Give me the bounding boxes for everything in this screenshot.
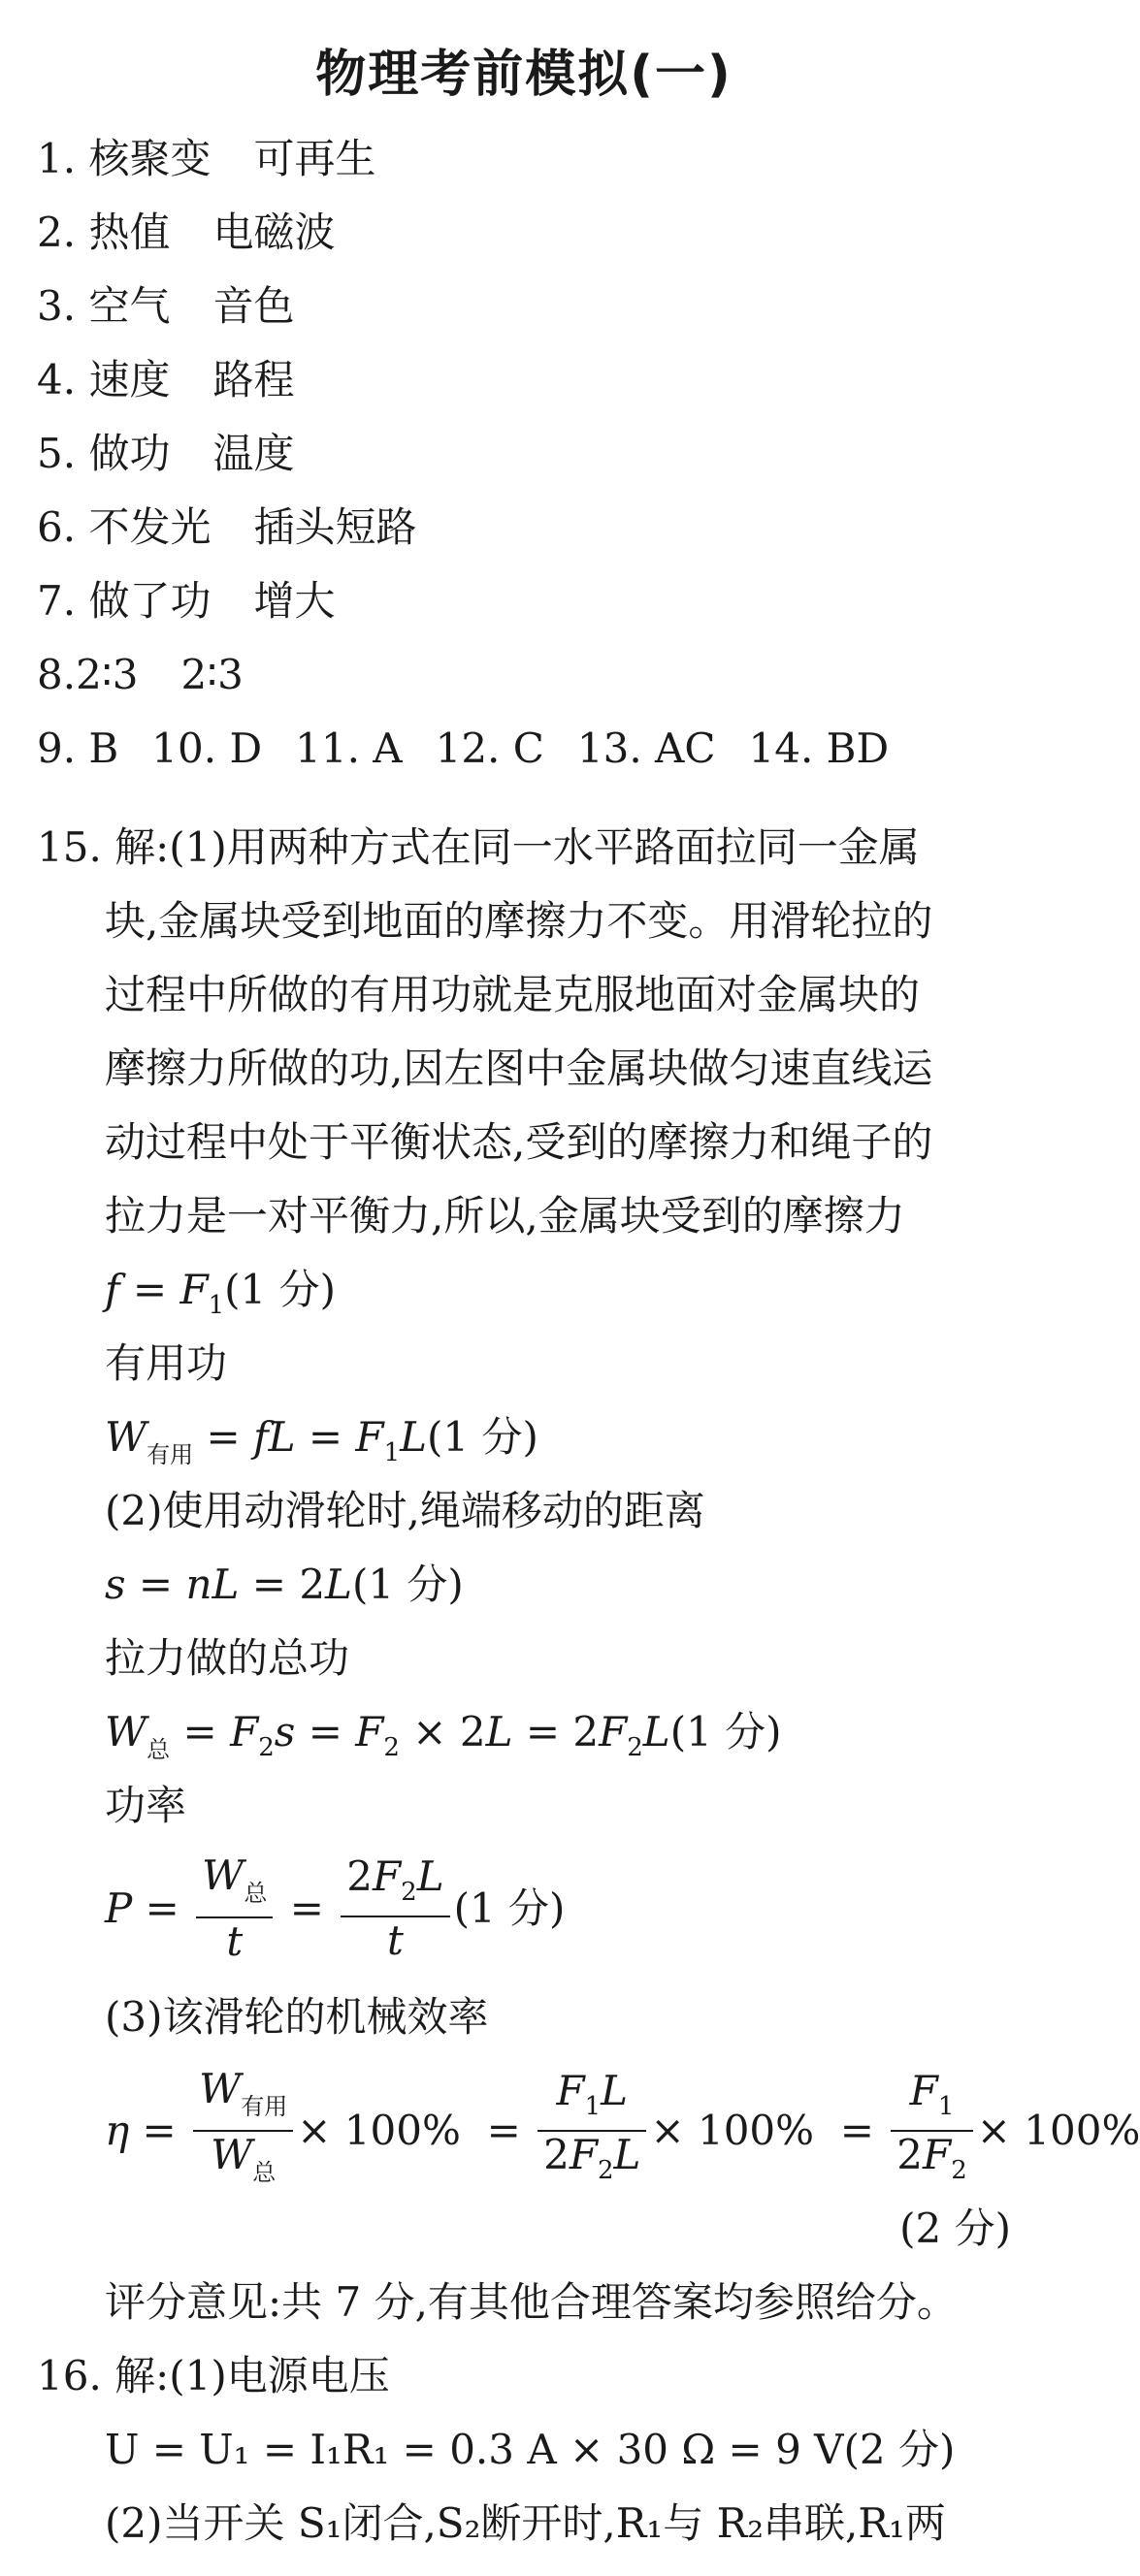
answer-number: 4. [37, 356, 77, 403]
q16-line-1: 16. 解:(1)电源电压 [37, 2352, 390, 2399]
q15-line-6: 拉力是一对平衡力,所以,金属块受到的摩擦力 [105, 1192, 905, 1240]
formula-power: P = $\frac{W_总}{t}$ = $\frac{2F_2L}{t}$ (1 分) [105, 1852, 566, 1965]
answer-number: 2. [37, 209, 77, 256]
score-mark: (2 分) [843, 2426, 956, 2473]
q16-line-3: (2)当开关 S₁闭合,S₂断开时,R₁与 R₂串联,R₁两 [105, 2499, 946, 2547]
grading-note: 评分意见:共 7 分,有其他合理答案均参照给分。 [105, 2278, 958, 2326]
answer-part: 空气 [88, 282, 171, 330]
fraction: $\frac{F_1L}{2F_2L}$ [537, 2068, 646, 2194]
formula-efficiency: η = $\frac{W_{有用}}{W_总}$ × 100% = $\frac{F_1L}{2F_2L}$ × 100% = $\frac{F_1}{2F_2}$ × 100% [105, 2066, 1140, 2196]
score-mark: (1 分) [669, 1708, 782, 1755]
fraction: $\frac{2F_2L}{t}$ [341, 1853, 449, 1964]
answer-part: 2∶3 [180, 651, 244, 698]
q15-line-3: 过程中所做的有用功就是克服地面对金属块的 [105, 971, 921, 1018]
answer-part: 增大 [253, 577, 336, 625]
mc-answer: 14. BD [748, 724, 890, 772]
formula-useful-work: $W_{有用}$ = fL = $F_1L(1$ 分) [105, 1413, 538, 1468]
equation: U = U₁ = I₁R₁ = 0.3 A × 30 Ω = 9 V [105, 2426, 844, 2473]
formula-voltage [105, 2425, 955, 2475]
fraction: $\frac{W_总}{t}$ [196, 1852, 273, 1965]
score-mark: (1 分) [453, 1884, 566, 1932]
q15-line-2: 块,金属块受到地面的摩擦力不变。用滑轮拉的 [105, 897, 933, 945]
score-mark: (1 分) [427, 1413, 538, 1461]
mc-answer: 9. B [37, 724, 119, 772]
subscript-total: 总 [147, 1736, 171, 1763]
answer-7 [37, 576, 335, 627]
answer-part: 速度 [88, 356, 171, 403]
answer-number: 5. [37, 430, 77, 477]
q15-part-2: (2)使用动滑轮时,绳端移动的距离 [105, 1487, 705, 1534]
formula-friction: $f = F_1(1$ 分) [105, 1266, 337, 1320]
score-mark: (1 分) [224, 1266, 337, 1313]
answer-2 [37, 208, 335, 258]
fraction: $\frac{W_{有用}}{W_总}$ [193, 2066, 293, 2196]
answer-part: 核聚变 [88, 135, 212, 182]
answer-1 [37, 134, 375, 184]
answer-3 [37, 281, 294, 332]
score-mark: (1 分) [351, 1561, 464, 1608]
answer-4 [37, 355, 294, 405]
label-power: 功率 [105, 1782, 187, 1829]
answer-part: 做功 [88, 430, 171, 477]
answer-part: 电磁波 [212, 209, 336, 256]
subscript-useful: 有用 [147, 1441, 194, 1468]
answer-part: 音色 [212, 282, 295, 330]
answer-number: 1. [37, 135, 77, 182]
answer-5 [37, 429, 294, 479]
answer-part: 热值 [88, 209, 171, 256]
q15-part-3: (3)该滑轮的机械效率 [105, 1993, 489, 2041]
answer-number: 7. [37, 577, 77, 625]
label-useful-work: 有用功 [105, 1339, 228, 1387]
multiple-choice-answers [37, 724, 889, 774]
fraction: $\frac{F_1}{2F_2}$ [891, 2068, 972, 2194]
q15-line-5: 动过程中处于平衡状态,受到的摩擦力和绳子的 [105, 1118, 933, 1166]
q15-line-4: 摩擦力所做的功,因左图中金属块做匀速直线运 [105, 1045, 933, 1092]
answer-6 [37, 502, 416, 553]
formula-distance: s = nL = 2L(1 分) [105, 1561, 464, 1608]
q15-line-1: 15. 解:(1)用两种方式在同一水平路面拉同一金属 [37, 823, 920, 871]
answer-number: 3. [37, 282, 77, 330]
answer-part: 路程 [212, 356, 295, 403]
answer-8 [37, 650, 244, 700]
answer-part: 2∶3 [76, 651, 139, 698]
answer-part: 插头短路 [253, 503, 417, 551]
mc-answer: 13. AC [576, 724, 716, 772]
page-title: 物理考前模拟(一) [315, 46, 733, 104]
score-mark-2: (2 分) [899, 2205, 1011, 2252]
mc-answer: 11. A [295, 724, 403, 772]
answer-number: 6. [37, 503, 77, 551]
mc-answer: 12. C [435, 724, 544, 772]
answer-part: 不发光 [88, 503, 212, 551]
formula-total-work: $W_总 = F_2s = F_2 \times 2L = 2F_2L(1$ 分) [105, 1708, 782, 1763]
answer-part: 可再生 [253, 135, 376, 182]
answer-number: 8. [37, 651, 77, 698]
answer-part: 温度 [212, 430, 295, 477]
label-total-work: 拉力做的总功 [105, 1634, 350, 1682]
answer-part: 做了功 [88, 577, 212, 625]
mc-answer: 10. D [151, 724, 263, 772]
